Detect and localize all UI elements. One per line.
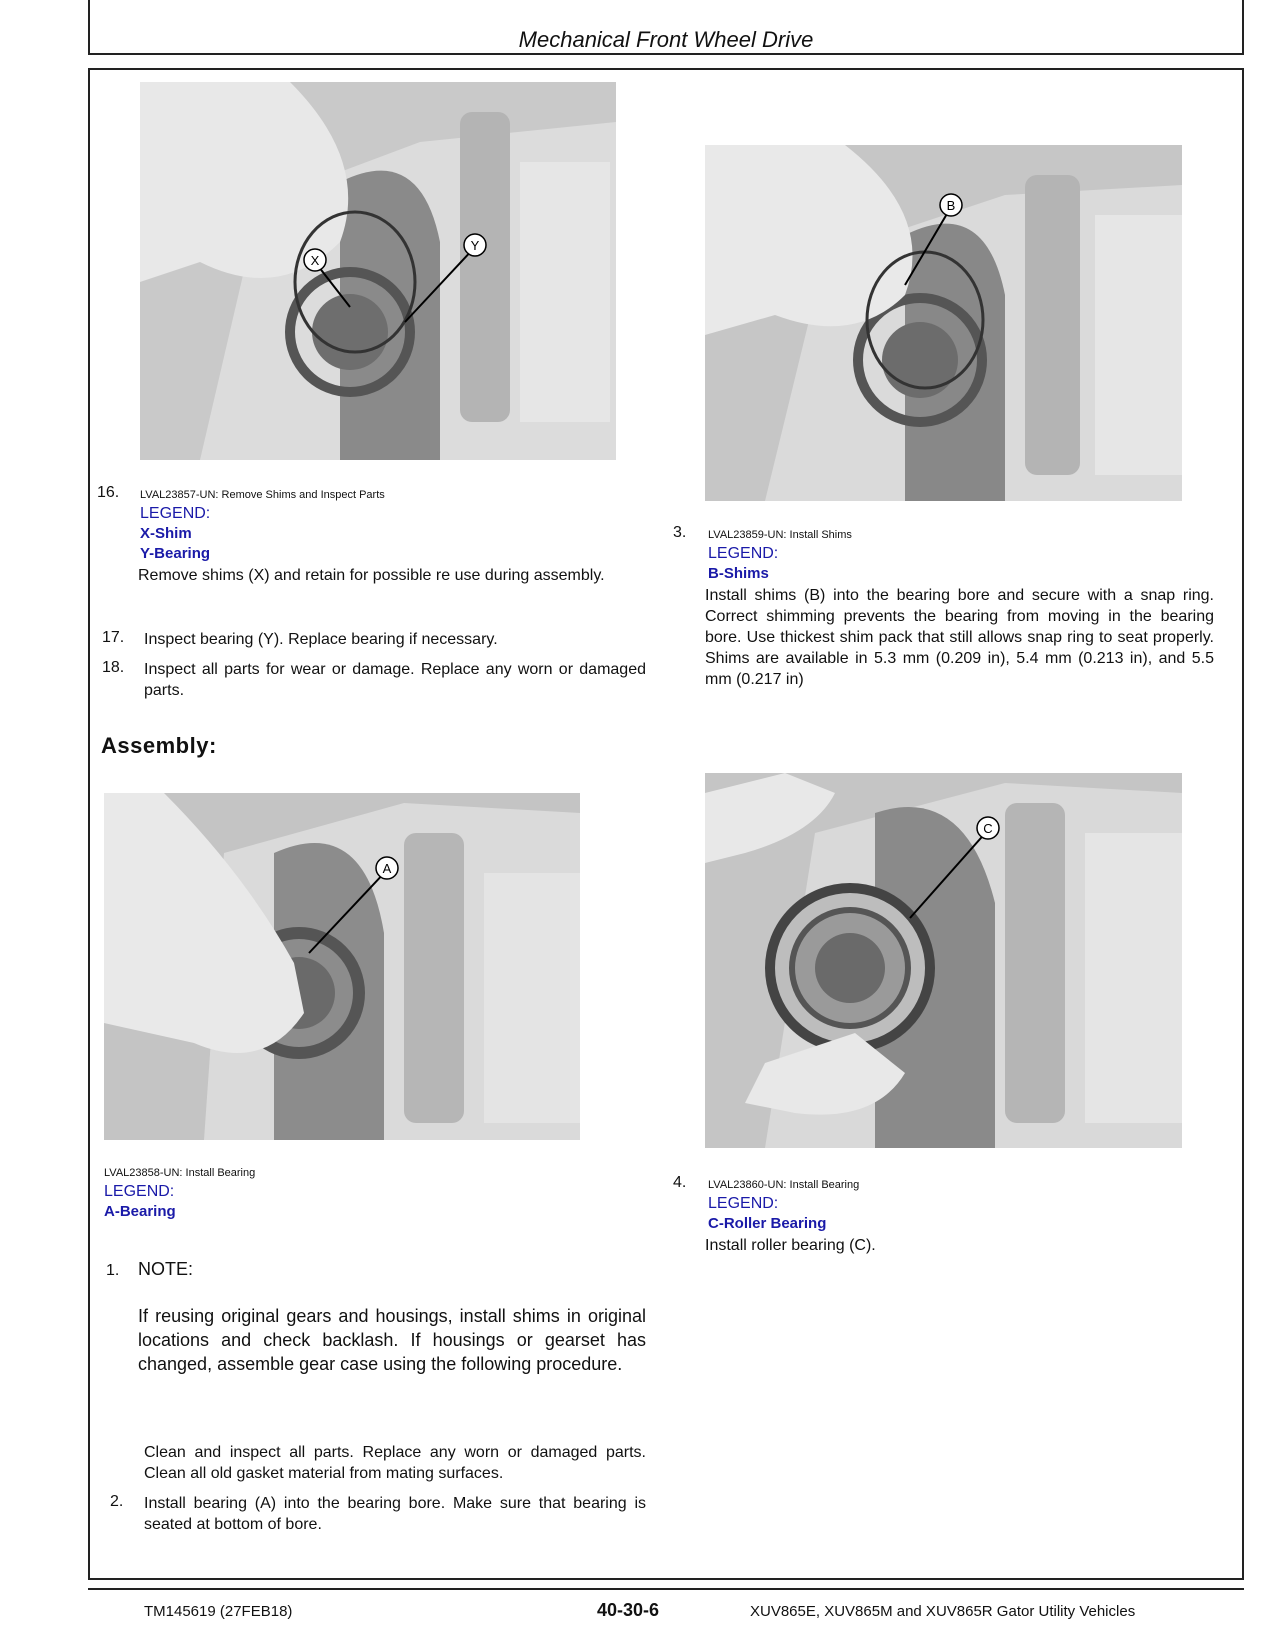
legend-title: LEGEND: <box>708 545 779 562</box>
page-title: Mechanical Front Wheel Drive <box>518 27 814 52</box>
photo-install-shims <box>705 145 1182 501</box>
photo-install-bearing <box>104 793 580 1140</box>
legend-item: X-Shim <box>140 525 192 542</box>
footer-page-number: 40-30-6 <box>597 1600 660 1620</box>
figure-caption: LVAL23859-UN: Install Shims <box>708 529 852 541</box>
footer-vehicle: XUV865E, XUV865M and XUV865R Gator Utility Vehicles <box>750 1603 1136 1620</box>
step-text: Inspect all parts for wear or damage. Replace any worn or damaged parts. <box>144 661 646 699</box>
legend-title: LEGEND: <box>140 505 211 522</box>
step-number: 4. <box>673 1174 687 1191</box>
figure-caption: LVAL23860-UN: Install Bearing <box>708 1179 860 1191</box>
step-text: Clean and inspect all parts. Replace any worn or damaged parts. Clean all old gasket material from mating surfaces. <box>144 1444 646 1482</box>
step-text: Install roller bearing (C). <box>705 1237 876 1254</box>
step-number: 3. <box>673 524 687 541</box>
step-number: 1. <box>106 1262 120 1279</box>
step-text: Inspect bearing (Y). Replace bearing if necessary. <box>144 631 498 648</box>
note-label: NOTE: <box>138 1259 194 1279</box>
step-number: 2. <box>110 1493 124 1510</box>
step-text: Remove shims (X) and retain for possible re use during assembly. <box>138 567 605 584</box>
legend-title: LEGEND: <box>708 1195 779 1212</box>
step-number: 17. <box>102 629 125 646</box>
legend-title: LEGEND: <box>104 1183 175 1200</box>
footer-doc-id: TM145619 (27FEB18) <box>144 1603 293 1620</box>
photo-install-roller-bearing <box>705 773 1182 1148</box>
section-heading: Assembly: <box>101 733 217 758</box>
step-number: 16. <box>97 484 120 501</box>
note-text: If reusing original gears and housings, install shims in original locations and check backlash. If housings or gearset has changed, assemble gear case using the following procedure. <box>138 1306 646 1374</box>
legend-item: B-Shims <box>708 565 769 582</box>
step-number: 18. <box>102 659 125 676</box>
figure-caption: LVAL23857-UN: Remove Shims and Inspect Parts <box>140 489 385 501</box>
legend-item: A-Bearing <box>104 1203 176 1220</box>
step-text: Install bearing (A) into the bearing bore. Make sure that bearing is seated at bottom of bore. <box>144 1495 646 1533</box>
step-text: Install shims (B) into the bearing bore and secure with a snap ring. Correct shimming prevents the bearing from moving in the bearing bore. Use thickest shim pack that still allows snap ring to seat properly. Shims are available in 5.3 mm (0.209 in), 5.4 mm (0.213 in), and 5.5 mm (0.217 in) <box>705 587 1214 688</box>
figure-caption: LVAL23858-UN: Install Bearing <box>104 1167 256 1179</box>
legend-item: C-Roller Bearing <box>708 1215 827 1232</box>
callout-c: C <box>983 821 993 836</box>
legend-item: Y-Bearing <box>140 545 211 562</box>
callout-x: X <box>310 253 320 268</box>
callout-y: Y <box>470 238 480 253</box>
footer-rule <box>88 1588 1244 1590</box>
callout-b: B <box>946 198 956 213</box>
callout-a: A <box>382 861 392 876</box>
photo-remove-shims <box>140 82 616 460</box>
